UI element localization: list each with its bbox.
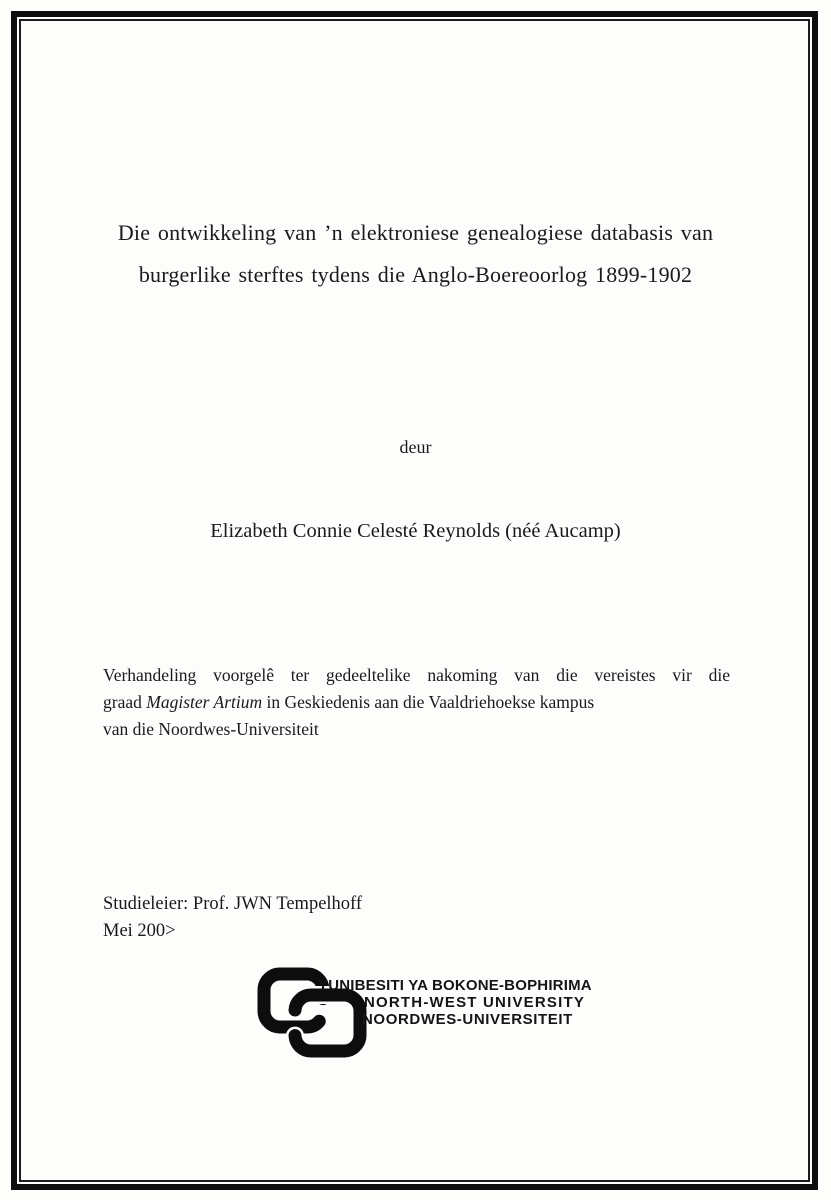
supervisor-line: Studieleier: Prof. JWN Tempelhoff: [103, 894, 363, 914]
thesis-title-line2: burgerlike sterftes tydens die Anglo-Boereoorlog 1899-1902: [138, 262, 693, 287]
degree-name-italic: Magister Artium: [146, 692, 263, 712]
supervisor-block: [103, 891, 362, 945]
date-line: Mei 200>: [103, 921, 176, 941]
declaration-line1: Verhandeling voorgelê ter gedeeltelike nakoming van die vereistes vir die: [103, 665, 730, 685]
declaration-line2: [103, 689, 730, 716]
logo-text-setswana: YUNIBESITI YA BOKONE-BOPHIRIMA: [318, 977, 592, 994]
declaration-line2-pre: graad: [103, 692, 147, 712]
logo-text-afrikaans: NOORDWES-UNIVERSITEIT: [362, 1011, 573, 1028]
degree-declaration: [103, 662, 730, 743]
thesis-title-line1: Die ontwikkeling van ’n elektroniese genealogiese databasis van: [117, 220, 714, 245]
logo-text-english: NORTH-WEST UNIVERSITY: [364, 994, 586, 1011]
declaration-line2-post: in Geskiedenis aan die Vaaldriehoekse kampus: [262, 692, 595, 712]
byline-label: deur: [399, 437, 432, 457]
thesis-title: [70, 212, 761, 296]
author-name: Elizabeth Connie Celesté Reynolds (néé Aucamp): [210, 520, 621, 542]
declaration-line3: van die Noordwes-Universiteit: [103, 719, 319, 739]
